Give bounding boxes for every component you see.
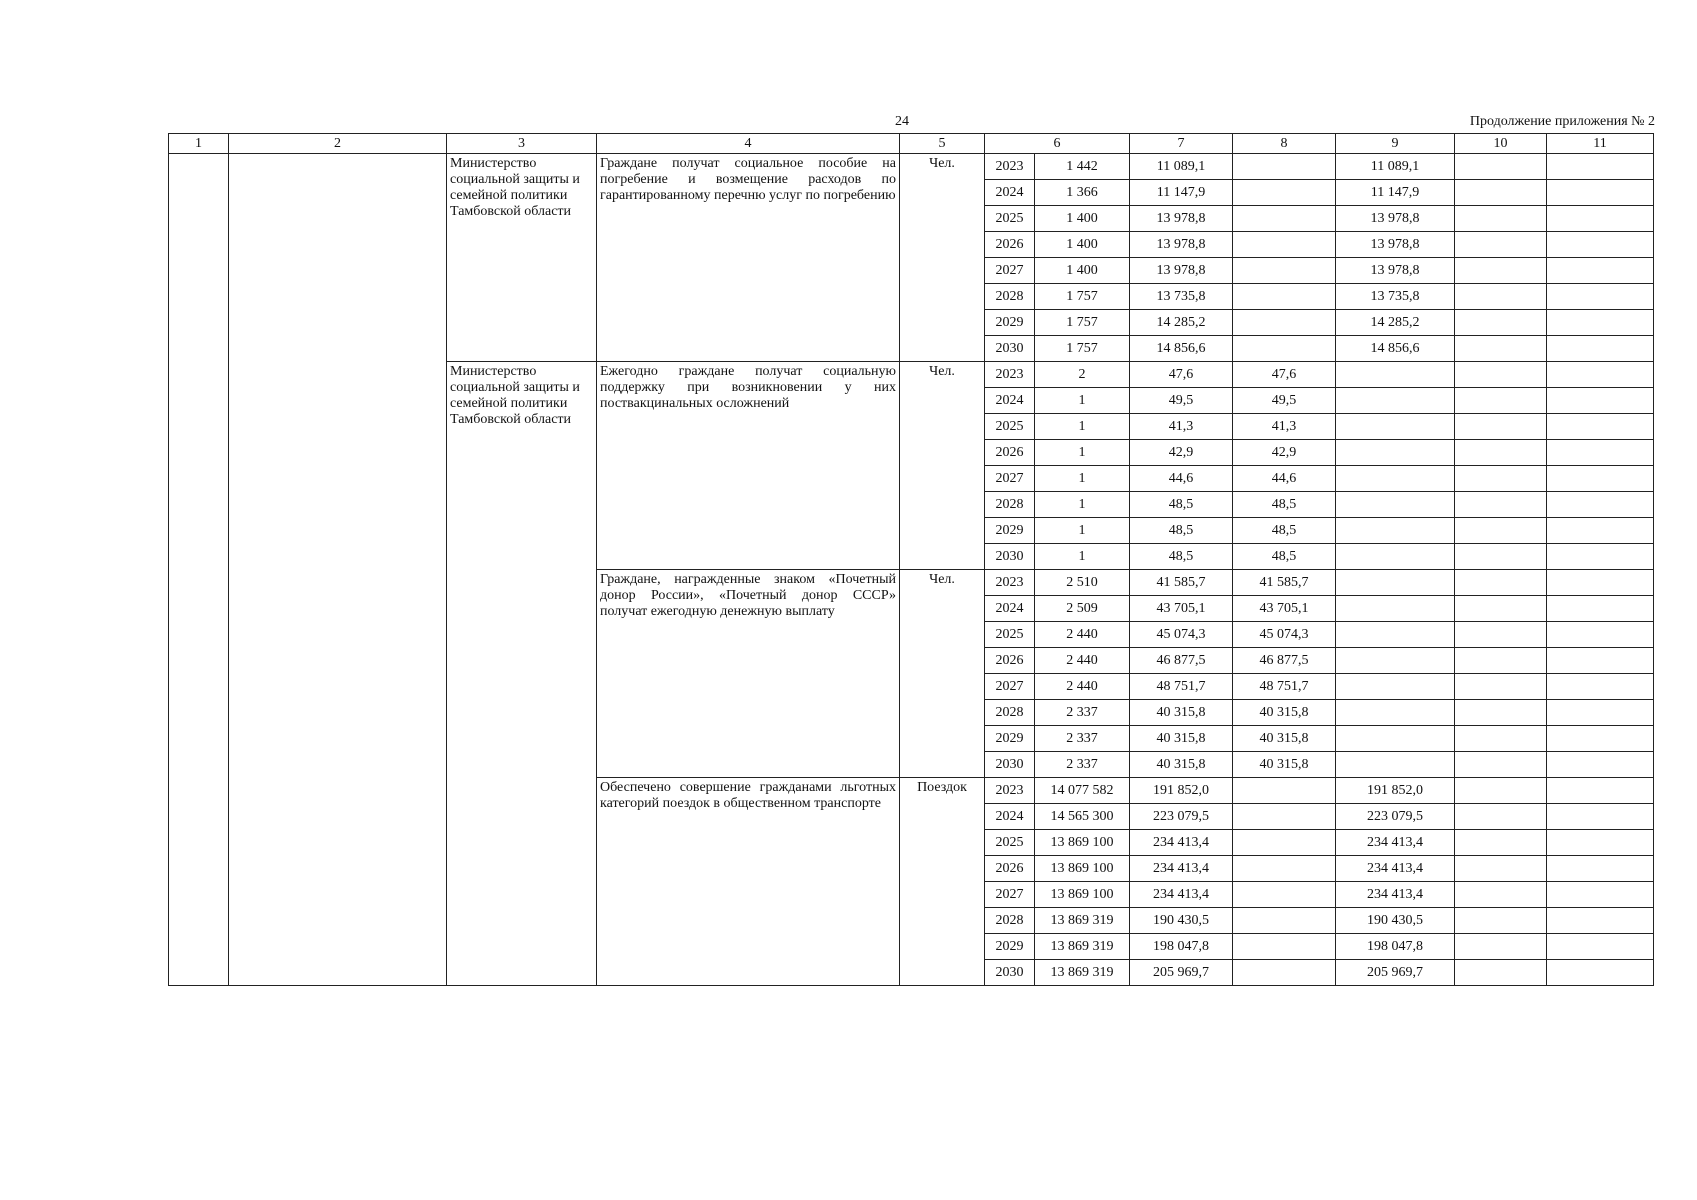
col7-cell: 223 079,5 — [1130, 804, 1233, 830]
col-header: 6 — [985, 134, 1130, 154]
col7-cell: 40 315,8 — [1130, 752, 1233, 778]
col9-cell: 13 978,8 — [1336, 206, 1455, 232]
count-cell: 13 869 319 — [1035, 908, 1130, 934]
col7-cell: 205 969,7 — [1130, 960, 1233, 986]
col-header: 1 — [169, 134, 229, 154]
col11-cell — [1547, 882, 1654, 908]
col9-cell — [1336, 596, 1455, 622]
year-cell: 2026 — [985, 648, 1035, 674]
col-header: 3 — [447, 134, 597, 154]
count-cell: 1 — [1035, 414, 1130, 440]
count-cell: 2 440 — [1035, 674, 1130, 700]
col11-cell — [1547, 752, 1654, 778]
year-cell: 2028 — [985, 284, 1035, 310]
count-cell: 1 757 — [1035, 310, 1130, 336]
col7-cell: 44,6 — [1130, 466, 1233, 492]
col11-cell — [1547, 206, 1654, 232]
col9-cell: 234 413,4 — [1336, 856, 1455, 882]
count-cell: 1 366 — [1035, 180, 1130, 206]
year-cell: 2026 — [985, 856, 1035, 882]
col11-cell — [1547, 544, 1654, 570]
year-cell: 2030 — [985, 960, 1035, 986]
col8-cell — [1233, 934, 1336, 960]
col9-cell — [1336, 518, 1455, 544]
year-cell: 2025 — [985, 414, 1035, 440]
col11-cell — [1547, 804, 1654, 830]
col10-cell — [1455, 310, 1547, 336]
col10-cell — [1455, 492, 1547, 518]
year-cell: 2027 — [985, 466, 1035, 492]
col11-cell — [1547, 700, 1654, 726]
col11-cell — [1547, 570, 1654, 596]
col11-cell — [1547, 518, 1654, 544]
year-cell: 2023 — [985, 154, 1035, 180]
col-header: 4 — [597, 134, 900, 154]
col10-cell — [1455, 362, 1547, 388]
year-cell: 2026 — [985, 232, 1035, 258]
col11-cell — [1547, 258, 1654, 284]
col11-cell — [1547, 934, 1654, 960]
col8-cell — [1233, 284, 1336, 310]
year-cell: 2024 — [985, 388, 1035, 414]
col11-cell — [1547, 830, 1654, 856]
col9-cell — [1336, 674, 1455, 700]
count-cell: 2 — [1035, 362, 1130, 388]
col7-cell: 191 852,0 — [1130, 778, 1233, 804]
col7-cell: 234 413,4 — [1130, 830, 1233, 856]
col9-cell: 190 430,5 — [1336, 908, 1455, 934]
col10-cell — [1455, 388, 1547, 414]
col9-cell: 191 852,0 — [1336, 778, 1455, 804]
col-header: 11 — [1547, 134, 1654, 154]
col9-cell: 14 285,2 — [1336, 310, 1455, 336]
col10-cell — [1455, 934, 1547, 960]
col7-cell: 234 413,4 — [1130, 856, 1233, 882]
col10-cell — [1455, 882, 1547, 908]
count-cell: 1 — [1035, 492, 1130, 518]
data-table — [168, 133, 1654, 986]
col8-cell — [1233, 310, 1336, 336]
col7-cell: 48,5 — [1130, 544, 1233, 570]
appendix-label: Продолжение приложения № 2 — [1469, 114, 1655, 129]
col11-cell — [1547, 622, 1654, 648]
col8-cell: 45 074,3 — [1233, 622, 1336, 648]
col8-cell — [1233, 232, 1336, 258]
year-cell: 2030 — [985, 336, 1035, 362]
count-cell: 14 077 582 — [1035, 778, 1130, 804]
col-header: 8 — [1233, 134, 1336, 154]
col7-cell: 49,5 — [1130, 388, 1233, 414]
col7-cell: 190 430,5 — [1130, 908, 1233, 934]
col9-cell: 11 089,1 — [1336, 154, 1455, 180]
col10-cell — [1455, 206, 1547, 232]
col11-cell — [1547, 778, 1654, 804]
col9-cell — [1336, 388, 1455, 414]
col8-cell — [1233, 154, 1336, 180]
col8-cell — [1233, 180, 1336, 206]
col10-cell — [1455, 284, 1547, 310]
col7-cell: 46 877,5 — [1130, 648, 1233, 674]
col10-cell — [1455, 518, 1547, 544]
col9-cell — [1336, 752, 1455, 778]
col8-cell — [1233, 856, 1336, 882]
count-cell: 1 — [1035, 440, 1130, 466]
col10-cell — [1455, 622, 1547, 648]
year-cell: 2024 — [985, 180, 1035, 206]
count-cell: 2 440 — [1035, 648, 1130, 674]
col9-cell: 223 079,5 — [1336, 804, 1455, 830]
col11-cell — [1547, 284, 1654, 310]
col11-cell — [1547, 414, 1654, 440]
year-cell: 2025 — [985, 830, 1035, 856]
col10-cell — [1455, 778, 1547, 804]
page-number: 24 — [895, 114, 909, 129]
col10-cell — [1455, 336, 1547, 362]
col9-cell — [1336, 440, 1455, 466]
col7-cell: 48,5 — [1130, 492, 1233, 518]
col10-cell — [1455, 414, 1547, 440]
col1-cell — [169, 154, 229, 986]
count-cell: 2 510 — [1035, 570, 1130, 596]
col9-cell: 205 969,7 — [1336, 960, 1455, 986]
col8-cell — [1233, 960, 1336, 986]
col10-cell — [1455, 544, 1547, 570]
year-cell: 2029 — [985, 518, 1035, 544]
count-cell: 1 400 — [1035, 206, 1130, 232]
col8-cell: 40 315,8 — [1233, 726, 1336, 752]
count-cell: 2 337 — [1035, 726, 1130, 752]
year-cell: 2027 — [985, 258, 1035, 284]
col8-cell — [1233, 778, 1336, 804]
count-cell: 14 565 300 — [1035, 804, 1130, 830]
col10-cell — [1455, 258, 1547, 284]
count-cell: 1 400 — [1035, 232, 1130, 258]
count-cell: 1 — [1035, 544, 1130, 570]
col7-cell: 198 047,8 — [1130, 934, 1233, 960]
col2-cell — [229, 154, 447, 986]
col9-cell: 198 047,8 — [1336, 934, 1455, 960]
col7-cell: 43 705,1 — [1130, 596, 1233, 622]
year-cell: 2025 — [985, 206, 1035, 232]
year-cell: 2023 — [985, 362, 1035, 388]
year-cell: 2027 — [985, 882, 1035, 908]
year-cell: 2029 — [985, 934, 1035, 960]
year-cell: 2030 — [985, 544, 1035, 570]
col7-cell: 14 856,6 — [1130, 336, 1233, 362]
col7-cell: 13 978,8 — [1130, 206, 1233, 232]
col10-cell — [1455, 596, 1547, 622]
count-cell: 2 509 — [1035, 596, 1130, 622]
col-header: 7 — [1130, 134, 1233, 154]
col8-cell: 47,6 — [1233, 362, 1336, 388]
col7-cell: 45 074,3 — [1130, 622, 1233, 648]
measure-description: Обеспечено совершение гражданами льготных категорий поездок в общественном транспорте — [597, 778, 900, 986]
col7-cell: 14 285,2 — [1130, 310, 1233, 336]
col10-cell — [1455, 466, 1547, 492]
col8-cell — [1233, 804, 1336, 830]
unit-cell: Поездок — [900, 778, 985, 986]
col-header: 2 — [229, 134, 447, 154]
department-cell: Министерство социальной защиты и семейной политики Тамбовской области — [447, 362, 597, 986]
year-cell: 2029 — [985, 726, 1035, 752]
col11-cell — [1547, 492, 1654, 518]
col9-cell: 11 147,9 — [1336, 180, 1455, 206]
col7-cell: 48 751,7 — [1130, 674, 1233, 700]
count-cell: 13 869 100 — [1035, 856, 1130, 882]
col11-cell — [1547, 466, 1654, 492]
count-cell: 1 757 — [1035, 336, 1130, 362]
col10-cell — [1455, 674, 1547, 700]
col7-cell: 40 315,8 — [1130, 700, 1233, 726]
col10-cell — [1455, 700, 1547, 726]
col10-cell — [1455, 232, 1547, 258]
count-cell: 2 337 — [1035, 752, 1130, 778]
col8-cell: 42,9 — [1233, 440, 1336, 466]
col11-cell — [1547, 388, 1654, 414]
count-cell: 13 869 100 — [1035, 882, 1130, 908]
col-header: 9 — [1336, 134, 1455, 154]
department-cell: Министерство социальной защиты и семейной политики Тамбовской области — [447, 154, 597, 362]
col10-cell — [1455, 856, 1547, 882]
col11-cell — [1547, 856, 1654, 882]
col8-cell: 41 585,7 — [1233, 570, 1336, 596]
col9-cell — [1336, 362, 1455, 388]
unit-cell: Чел. — [900, 362, 985, 570]
table-row — [169, 154, 1654, 180]
count-cell: 2 337 — [1035, 700, 1130, 726]
col9-cell: 13 978,8 — [1336, 258, 1455, 284]
col10-cell — [1455, 154, 1547, 180]
col10-cell — [1455, 180, 1547, 206]
col7-cell: 41 585,7 — [1130, 570, 1233, 596]
col8-cell — [1233, 206, 1336, 232]
col10-cell — [1455, 440, 1547, 466]
count-cell: 1 — [1035, 388, 1130, 414]
col7-cell: 47,6 — [1130, 362, 1233, 388]
count-cell: 1 400 — [1035, 258, 1130, 284]
year-cell: 2023 — [985, 778, 1035, 804]
year-cell: 2023 — [985, 570, 1035, 596]
col7-cell: 11 147,9 — [1130, 180, 1233, 206]
col11-cell — [1547, 154, 1654, 180]
col10-cell — [1455, 830, 1547, 856]
col9-cell — [1336, 466, 1455, 492]
count-cell: 13 869 319 — [1035, 960, 1130, 986]
col-header: 5 — [900, 134, 985, 154]
unit-cell: Чел. — [900, 154, 985, 362]
col9-cell: 14 856,6 — [1336, 336, 1455, 362]
col11-cell — [1547, 310, 1654, 336]
col7-cell: 13 978,8 — [1130, 232, 1233, 258]
year-cell: 2030 — [985, 752, 1035, 778]
col7-cell: 13 978,8 — [1130, 258, 1233, 284]
col9-cell — [1336, 570, 1455, 596]
col7-cell: 234 413,4 — [1130, 882, 1233, 908]
col8-cell — [1233, 258, 1336, 284]
year-cell: 2028 — [985, 700, 1035, 726]
col8-cell: 46 877,5 — [1233, 648, 1336, 674]
col10-cell — [1455, 908, 1547, 934]
count-cell: 13 869 100 — [1035, 830, 1130, 856]
col9-cell: 234 413,4 — [1336, 882, 1455, 908]
table-body — [169, 154, 1654, 986]
col7-cell: 41,3 — [1130, 414, 1233, 440]
col8-cell: 40 315,8 — [1233, 700, 1336, 726]
col11-cell — [1547, 336, 1654, 362]
col7-cell: 40 315,8 — [1130, 726, 1233, 752]
col8-cell: 49,5 — [1233, 388, 1336, 414]
col11-cell — [1547, 180, 1654, 206]
col8-cell: 48,5 — [1233, 518, 1336, 544]
count-cell: 1 — [1035, 466, 1130, 492]
col11-cell — [1547, 440, 1654, 466]
count-cell: 13 869 319 — [1035, 934, 1130, 960]
col10-cell — [1455, 804, 1547, 830]
col-header: 10 — [1455, 134, 1547, 154]
col7-cell: 42,9 — [1130, 440, 1233, 466]
col11-cell — [1547, 596, 1654, 622]
year-cell: 2028 — [985, 908, 1035, 934]
col9-cell — [1336, 622, 1455, 648]
col9-cell — [1336, 700, 1455, 726]
measure-description: Граждане, награжденные знаком «Почетный донор России», «Почетный донор СССР» получат ежегодную денежную выплату — [597, 570, 900, 778]
col8-cell — [1233, 882, 1336, 908]
col9-cell: 234 413,4 — [1336, 830, 1455, 856]
measure-description: Граждане получат социальное пособие на погребение и возмещение расходов по гарантированному перечню услуг по погребению — [597, 154, 900, 362]
col11-cell — [1547, 648, 1654, 674]
col9-cell — [1336, 492, 1455, 518]
count-cell: 1 757 — [1035, 284, 1130, 310]
col8-cell: 48,5 — [1233, 492, 1336, 518]
measure-description: Ежегодно граждане получат социальную поддержку при возникновении у них поствакцинальных осложнений — [597, 362, 900, 570]
col10-cell — [1455, 648, 1547, 674]
header-row — [169, 134, 1654, 154]
col8-cell: 48,5 — [1233, 544, 1336, 570]
year-cell: 2027 — [985, 674, 1035, 700]
col9-cell: 13 978,8 — [1336, 232, 1455, 258]
year-cell: 2024 — [985, 596, 1035, 622]
col8-cell: 44,6 — [1233, 466, 1336, 492]
col11-cell — [1547, 726, 1654, 752]
col9-cell — [1336, 414, 1455, 440]
col10-cell — [1455, 752, 1547, 778]
col8-cell: 40 315,8 — [1233, 752, 1336, 778]
col8-cell: 48 751,7 — [1233, 674, 1336, 700]
year-cell: 2028 — [985, 492, 1035, 518]
col11-cell — [1547, 232, 1654, 258]
col7-cell: 48,5 — [1130, 518, 1233, 544]
col8-cell — [1233, 908, 1336, 934]
col7-cell: 13 735,8 — [1130, 284, 1233, 310]
col10-cell — [1455, 960, 1547, 986]
count-cell: 2 440 — [1035, 622, 1130, 648]
col8-cell — [1233, 336, 1336, 362]
year-cell: 2024 — [985, 804, 1035, 830]
col8-cell — [1233, 830, 1336, 856]
col8-cell: 41,3 — [1233, 414, 1336, 440]
col7-cell: 11 089,1 — [1130, 154, 1233, 180]
col9-cell — [1336, 726, 1455, 752]
col11-cell — [1547, 908, 1654, 934]
year-cell: 2026 — [985, 440, 1035, 466]
col9-cell — [1336, 648, 1455, 674]
count-cell: 1 — [1035, 518, 1130, 544]
col11-cell — [1547, 960, 1654, 986]
col10-cell — [1455, 570, 1547, 596]
year-cell: 2025 — [985, 622, 1035, 648]
col11-cell — [1547, 674, 1654, 700]
col9-cell — [1336, 544, 1455, 570]
count-cell: 1 442 — [1035, 154, 1130, 180]
year-cell: 2029 — [985, 310, 1035, 336]
unit-cell: Чел. — [900, 570, 985, 778]
col9-cell: 13 735,8 — [1336, 284, 1455, 310]
col8-cell: 43 705,1 — [1233, 596, 1336, 622]
col11-cell — [1547, 362, 1654, 388]
col10-cell — [1455, 726, 1547, 752]
